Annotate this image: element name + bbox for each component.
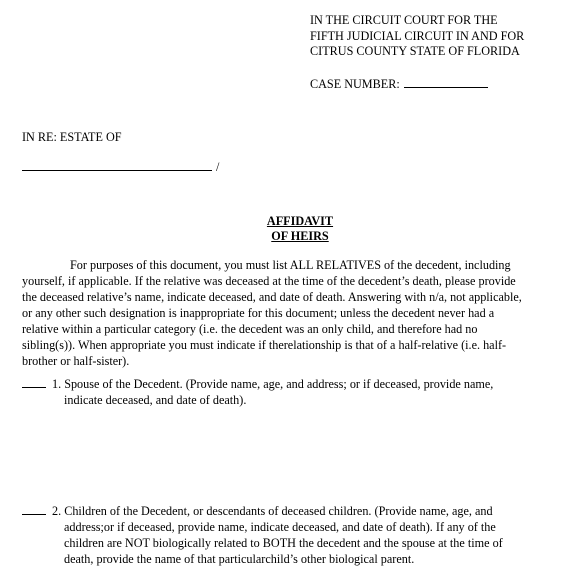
intro-line: For purposes of this document, you must list ALL RELATIVES of the decedent, including — [70, 258, 511, 272]
intro-line: relative within a particular category (i.e. the decedent was an only child, and therefore had no — [22, 322, 478, 336]
item-spouse — [22, 375, 577, 408]
document-title-line2: OF HEIRS — [271, 229, 329, 243]
item-checkbox-blank[interactable] — [22, 375, 46, 388]
intro-paragraph — [22, 257, 577, 369]
case-number-label: CASE NUMBER: — [310, 77, 400, 91]
intro-line: yourself, if applicable. If the relative was deceased at the time of the decedent’s death, please provide — [22, 274, 516, 288]
intro-line: or any other such designation is inappropriate for this document; unless the decedent never had a — [22, 306, 495, 320]
court-heading-line: IN THE CIRCUIT COURT FOR THE — [310, 13, 498, 27]
item-checkbox-blank[interactable] — [22, 502, 46, 515]
document-title-line1: AFFIDAVIT — [266, 214, 334, 228]
court-heading-line: CITRUS COUNTY STATE OF FLORIDA — [310, 44, 520, 58]
item-line: indicate deceased, and date of death). — [64, 393, 247, 407]
item-line: address;or if deceased, provide name, indicate deceased, and date of death). If any of the — [64, 520, 496, 534]
item-children — [22, 502, 577, 567]
estate-name-blank[interactable] — [22, 158, 212, 171]
intro-line: the deceased relative’s name, indicate deceased, and date of death. Answering with n/a, not applicable, — [22, 290, 522, 304]
in-re-label: IN RE: ESTATE OF — [22, 130, 122, 144]
case-number-blank[interactable] — [404, 75, 488, 88]
court-heading-line: FIFTH JUDICIAL CIRCUIT IN AND FOR — [310, 28, 525, 43]
estate-name-row — [22, 158, 219, 175]
intro-line: brother or half-sister). — [22, 354, 130, 368]
item-line: children are NOT biologically related to BOTH the decedent and the spouse at the time of — [64, 536, 503, 550]
intro-line: sibling(s)). When appropriate you must indicate if therelationship is that of a half-relative (i.e. half- — [22, 338, 507, 352]
estate-slash: / — [216, 160, 220, 174]
item-line: 2. Children of the Decedent, or descendants of deceased children. (Provide name, age, and — [52, 504, 493, 518]
case-number-row — [310, 75, 488, 92]
item-line: 1. Spouse of the Decedent. (Provide name, age, and address; or if deceased, provide name, — [52, 377, 494, 391]
item-line: death, provide the name of that particularchild’s other biological parent. — [64, 552, 415, 566]
court-heading — [310, 13, 575, 60]
